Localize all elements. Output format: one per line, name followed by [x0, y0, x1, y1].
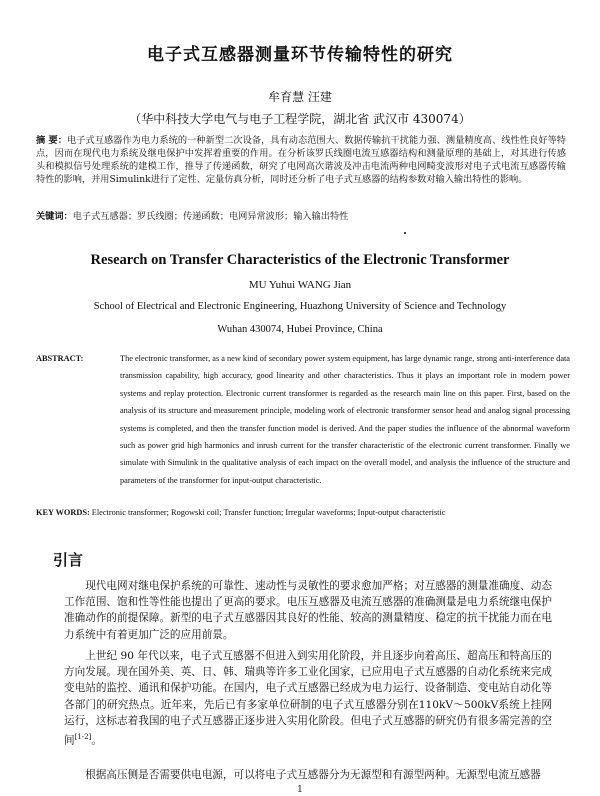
cn-keywords-label: 关键词： [36, 211, 73, 222]
cn-authors: 牟育慧 汪建 [268, 90, 332, 104]
en-abstract [36, 350, 570, 489]
speck-mark [404, 232, 406, 234]
intro-paragraph-3: 根据高压侧是否需要供电电源，可以将电子式互感器分为无源型和有源型两种。无源型电流互感器 [85, 769, 541, 781]
en-authors: MU Yuhui WANG Jian [248, 279, 352, 291]
en-abstract-text: The electronic transformer, as a new kind of secondary power system equipment, has large dynamic range, strong anti-interference data transmission capability, high accuracy, good linearity and other characteristics. Thus it plays an important role in modern power systems and replay protection. Electronic current transformer is regarded as the research main line on this paper. First, based on the analysis of its structure and measurement principle, modeling work of electronic transformer sensor head and analog signal processing systems is completed, and then the transfer function model is derived. And the paper studies the influence of the abnormal waveform such as power grid high harmonics and inrush current for the transfer characteristic of the electronic current transformer. Finally we simulate with Simulink in the qualitative analysis of each impact on the overall model, and analysis the influence of the structure and parameters of the transformer for input-output characteristic. [120, 354, 570, 485]
section-heading: 引言 [53, 551, 84, 569]
cn-abstract-text: 电子式互感器作为电力系统的一种新型二次设备，具有动态范围大、数据传输抗干扰能力强、测量精度高、线性性良好等特点，因而在现代电力系统及继电保护中发挥着重要的作用。在分析该罗氏线圈电流互感器结构和测量原理的基础上，对其进行传感头和模拟信号处理系统的建模工作，推导了传递函数，研究了电网高次谐波及冲击电流两种电网畸变波形对电子式电流互感器传输特性的影响，并用Simulink进行了定性、定量仿真分析，同时还分析了电子式互感器的结构参数对输入输出特性的影响。 [36, 135, 566, 185]
en-affiliation-line1: School of Electrical and Electronic Engineering, Huazhong University of Science and Technology [93, 301, 507, 312]
en-affiliation-line2: Wuhan 430074, Hubei Province, China [217, 324, 383, 335]
intro-paragraph-2-text: 上世纪 90 年代以来，电子式互感器不但进入到实用化阶段，并且逐步向着高压、超高压和特高压的方向发展。现在国外美、英、日、韩、瑞典等许多工业化国家，已应用电子式互感器的自动化系统来完成变电站的监控、通讯和保护功能。在国内，电子式互感器已经成为电力运行、设备制造、变电站自动化等各部门的研究热点。近年来，先后已有多家单位研制的电子式互感器分别在110kV～500kV系统上挂网运行，这标志着我国的电子式互感器正逐步进入实用化阶段。但电子式互感器的研究仍有很多需完善的空间 [64, 650, 552, 747]
cn-keywords-text: 电子式互感器；罗氏线圈；传递函数；电网异常波形；输入输出特性 [72, 211, 349, 222]
en-keywords-text: Electronic transformer; Rogowski coil; Transfer function; Irregular waveforms; Input-output characteristic [91, 508, 446, 517]
cn-abstract [36, 134, 566, 186]
citation: [1-2] [74, 733, 92, 742]
cn-title: 电子式互感器测量环节传输特性的研究 [147, 45, 453, 65]
en-title: Research on Transfer Characteristics of the Electronic Transformer [90, 252, 510, 268]
cn-affiliation: （华中科技大学电气与电子工程学院，湖北省 武汉市 430074） [129, 112, 471, 126]
intro-paragraph-2-end: 。 [91, 734, 102, 747]
en-keywords [36, 508, 570, 517]
page-number: 1 [297, 785, 303, 795]
intro-paragraph-2 [64, 648, 552, 749]
cn-abstract-label: 摘 要： [36, 135, 67, 146]
intro-paragraph-1: 现代电网对继电保护系统的可靠性、速动性与灵敏性的要求愈加严格；对互感器的测量准确度、动态工作范围、饱和性等性能也提出了更高的要求。电压互感器及电流互感器的准确测量是电力系统继电保护准确动作的前提保障。新型的电子式互感器因其良好的性能、较高的测量精度、稳定的抗干扰能力而在电力系统中有着更加广泛的应用前景。 [64, 580, 552, 641]
en-keywords-label: KEY WORDS: [36, 508, 90, 517]
en-abstract-label: ABSTRACT: [36, 354, 84, 363]
cn-keywords [36, 208, 566, 222]
